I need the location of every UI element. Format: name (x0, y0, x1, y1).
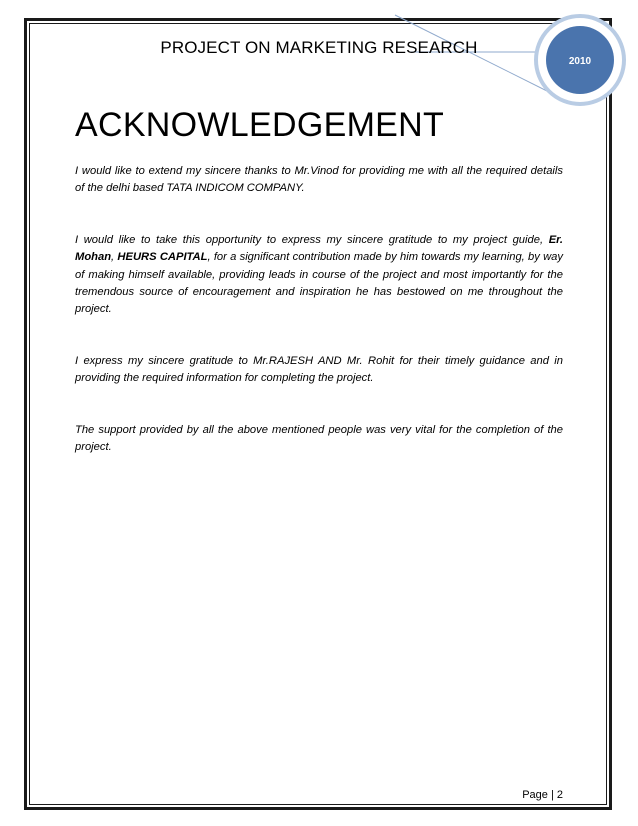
page-heading: ACKNOWLEDGEMENT (75, 106, 445, 144)
header-title: PROJECT ON MARKETING RESEARCH (160, 38, 478, 57)
page-number: Page | 2 (522, 789, 563, 801)
paragraph (75, 353, 563, 388)
paragraph-text: I would like to extend my sincere thanks to Mr.Vinod for providing me with all the required details of the delhi based TATA INDICOM COMPANY. (75, 165, 563, 195)
paragraph-text: The support provided by all the above mentioned people was very vital for the completion of the project. (75, 423, 563, 454)
paragraph-text: , for a significant contribution made by him towards my learning, by way of making himself available, providing leads in course of the project and most importantly for the tremendous source of encouragement and inspiration he has bestowed on me throughout the project. (75, 251, 563, 316)
paragraph (75, 163, 563, 198)
bold-text: HEURS CAPITAL (117, 251, 208, 264)
paragraph (75, 422, 563, 457)
bold-text: Er. Mohan (75, 233, 563, 264)
paragraph (75, 232, 563, 319)
paragraph-text: , (111, 251, 118, 264)
body-text (75, 163, 563, 490)
paragraph-text: I would like to take this opportunity to express my sincere gratitude to my project guide, (75, 233, 549, 246)
paragraph-text: I express my sincere gratitude to Mr.RAJESH AND Mr. Rohit for their timely guidance and in providing the required information for completing the project. (75, 354, 563, 385)
header-year: 2010 (568, 56, 592, 67)
